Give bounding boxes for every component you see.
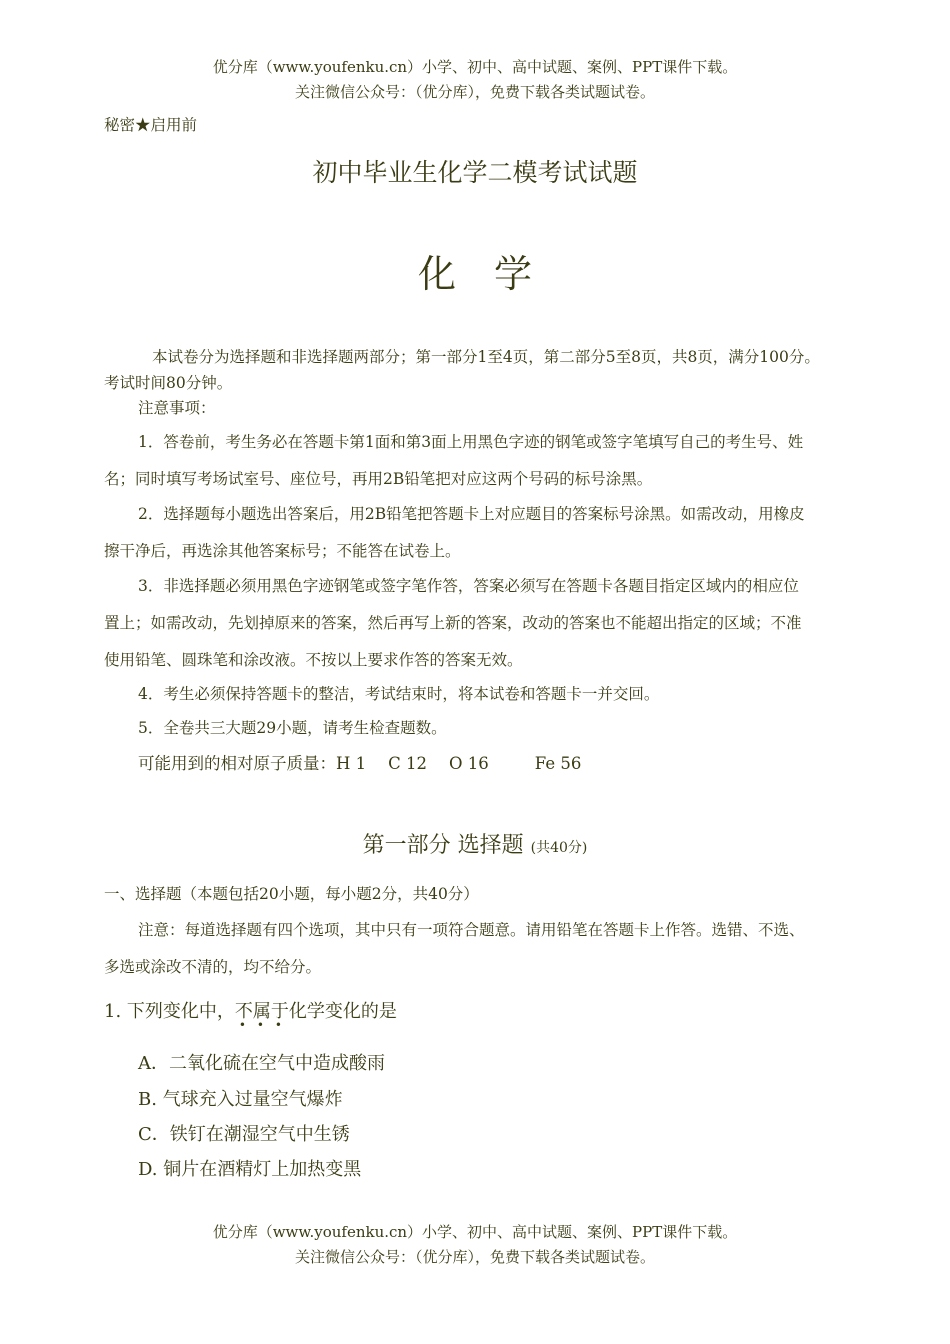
emphasis-dot-icon: • <box>274 1018 282 1032</box>
subject-title: 化学 <box>417 252 570 296</box>
notice-1b: 名；同时填写考场试室号、座位号，再用2B铅笔把对应这两个号码的标号涂黑。 <box>104 470 653 488</box>
atomic-mass-o: O 16 <box>449 754 489 773</box>
exam-title: 初中毕业生化学二模考试试题 <box>312 158 638 187</box>
atomic-mass-label: 可能用到的相对原子质量： <box>138 754 336 773</box>
notice-2a: 2．选择题每小题选出答案后，用2B铅笔把答题卡上对应题目的答案标号涂黑。如需改动，用橡皮 <box>138 505 805 523</box>
atomic-mass-fe: Fe 56 <box>534 754 582 773</box>
emphasis-dot-icon: • <box>256 1018 264 1032</box>
question-1-emphasis-text: 不属于 <box>234 1001 289 1022</box>
notice-3a: 3．非选择题必须用黑色字迹钢笔或签字笔作答，答案必须写在答题卡各题目指定区域内的相应位 <box>138 577 799 595</box>
question-1-option-d: D. 铜片在酒精灯上加热变黑 <box>138 1159 362 1180</box>
part1-score: (共40分) <box>530 840 588 856</box>
footer-line-2: 关注微信公众号：（优分库），免费下载各类试题试卷。 <box>294 1248 655 1266</box>
secret-label: 秘密★启用前 <box>104 116 198 134</box>
header-line-2: 关注微信公众号：（优分库），免费下载各类试题试卷。 <box>294 83 655 101</box>
notice-5: 5．全卷共三大题29小题，请考生检查题数。 <box>138 719 447 737</box>
atomic-mass-c: C 12 <box>388 754 428 773</box>
intro-line-2: 考试时间80分钟。 <box>104 374 233 392</box>
atomic-mass-line <box>138 750 603 774</box>
notice-3b: 置上；如需改动，先划掉原来的答案，然后再写上新的答案，改动的答案也不能超出指定的区域；不准 <box>104 614 802 632</box>
question-1-suffix: 化学变化的是 <box>288 1001 397 1022</box>
notice-4: 4．考生必须保持答题卡的整洁，考试结束时，将本试卷和答题卡一并交回。 <box>138 685 660 703</box>
notice-1a: 1．答卷前，考生务必在答题卡第1面和第3面上用黑色字迹的钢笔或签字笔填写自己的考生号、姓 <box>138 433 804 451</box>
question-1-emphasis <box>234 1001 289 1032</box>
section1-heading: 一、选择题（本题包括20小题，每小题2分，共40分） <box>104 885 479 903</box>
question-1-option-b: B. 气球充入过量空气爆炸 <box>138 1089 343 1110</box>
atomic-mass-h: H 1 <box>336 754 367 773</box>
section1-note-b: 多选或涂改不清的，均不给分。 <box>104 958 322 976</box>
question-1-stem <box>104 997 397 1032</box>
header-line-1: 优分库（www.youfenku.cn）小学、初中、高中试题、案例、PPT课件下载。 <box>212 58 738 76</box>
question-1-option-c: C．铁钉在潮湿空气中生锈 <box>138 1124 350 1145</box>
emphasis-dot-icon: • <box>238 1018 246 1032</box>
question-1-option-a: A．二氧化硫在空气中造成酸雨 <box>138 1053 385 1074</box>
notice-heading: 注意事项： <box>138 399 216 417</box>
part1-title-text: 第一部分 选择题 <box>362 833 524 858</box>
notice-2b: 擦干净后，再选涂其他答案标号；不能答在试卷上。 <box>104 542 461 560</box>
question-1-prefix: 1. 下列变化中， <box>104 1001 235 1022</box>
intro-line-1: 本试卷分为选择题和非选择题两部分；第一部分1至4页，第二部分5至8页，共8页，满分100分。 <box>152 348 820 366</box>
footer-line-1: 优分库（www.youfenku.cn）小学、初中、高中试题、案例、PPT课件下载。 <box>212 1223 738 1241</box>
part1-title <box>0 828 950 859</box>
notice-3c: 使用铅笔、圆珠笔和涂改液。不按以上要求作答的答案无效。 <box>104 651 523 669</box>
section1-note-a: 注意：每道选择题有四个选项，其中只有一项符合题意。请用铅笔在答题卡上作答。选错、不选、 <box>138 921 805 939</box>
